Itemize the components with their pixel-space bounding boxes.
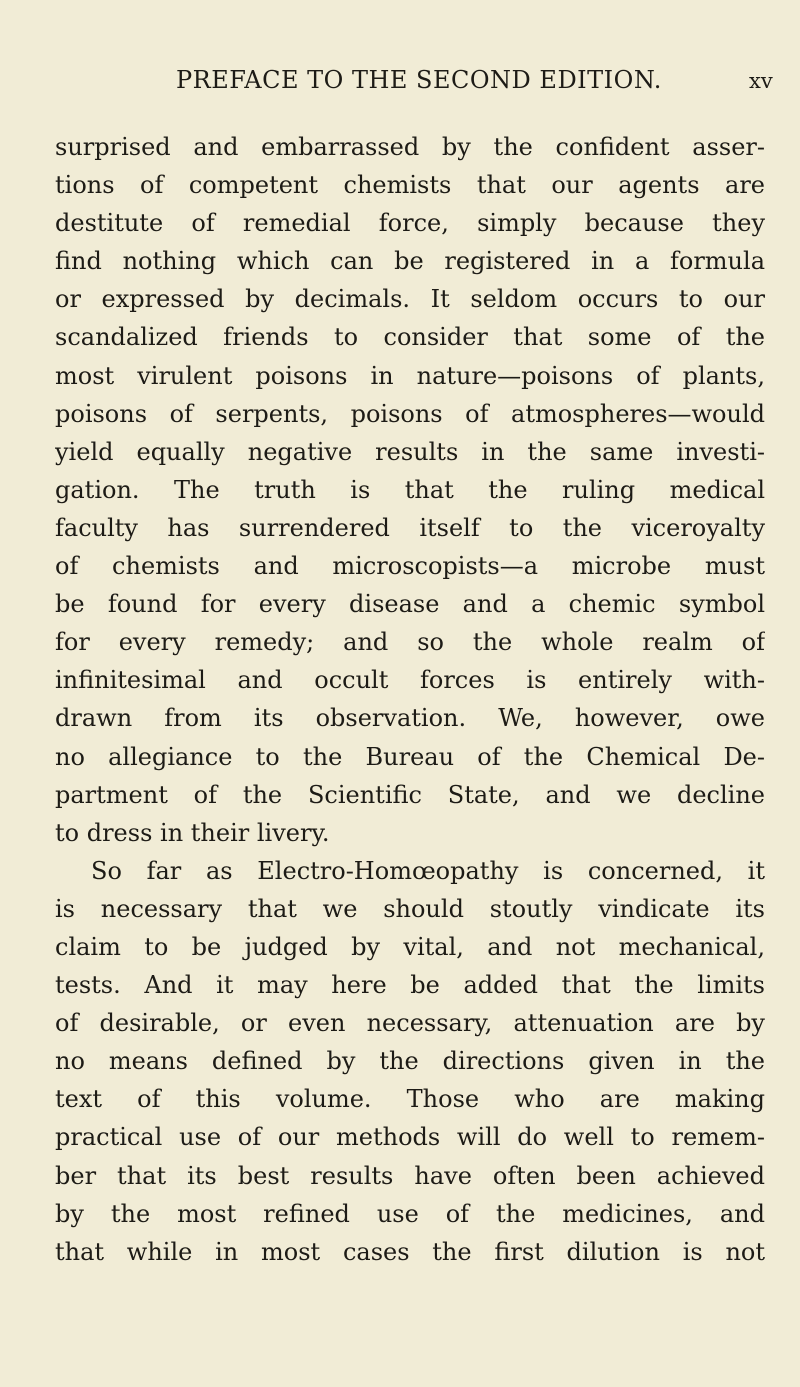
text-line: poisons of serpents, poisons of atmospheres—would [55,399,765,428]
text-line: ber that its best results have often been achieved [55,1161,765,1190]
page-number: xv [749,69,773,93]
text-line: scandalized friends to consider that some of the [55,323,765,352]
text-line: yield equally negative results in the same investi- [55,437,765,466]
running-title: PREFACE TO THE SECOND EDITION. [176,66,662,94]
body-text [55,128,765,1271]
paragraph-last-line: to dress in their livery. [55,818,330,847]
text-line: partment of the Scientific State, and we decline [55,780,765,809]
text-line: is necessary that we should stoutly vindicate its [55,894,765,923]
text-line: infinitesimal and occult forces is entirely with- [55,666,765,695]
text-line: faculty has surrendered itself to the viceroyalty [55,513,765,542]
running-head [0,66,800,100]
text-line: no means defined by the directions given in the [55,1047,765,1076]
text-line: that while in most cases the first dilution is not [55,1237,765,1266]
text-line: no allegiance to the Bureau of the Chemical De- [55,742,765,771]
text-line: of chemists and microscopists—a microbe must [55,552,765,581]
text-line: destitute of remedial force, simply because they [55,209,765,238]
text-line: for every remedy; and so the whole realm of [55,628,765,657]
paragraph-first-line: So far as Electro-Homœopathy is concerned, it [91,856,765,885]
text-line: or expressed by decimals. It seldom occurs to our [55,285,765,314]
text-line: of desirable, or even necessary, attenuation are by [55,1009,765,1038]
text-line: tests. And it may here be added that the limits [55,971,765,1000]
text-line: gation. The truth is that the ruling medical [55,475,765,504]
text-line: text of this volume. Those who are making [55,1085,765,1114]
text-line: claim to be judged by vital, and not mechanical, [55,932,765,961]
text-line: surprised and embarrassed by the confident asser- [55,133,765,161]
text-line: practical use of our methods will do well to remem- [55,1123,765,1152]
text-line: most virulent poisons in nature—poisons of plants, [55,361,765,390]
text-line: tions of competent chemists that our agents are [55,171,765,200]
text-line: be found for every disease and a chemic symbol [55,590,765,619]
text-line: find nothing which can be registered in a formula [55,247,765,276]
text-line: by the most refined use of the medicines, and [55,1199,765,1228]
text-line: drawn from its observation. We, however, owe [55,704,765,733]
